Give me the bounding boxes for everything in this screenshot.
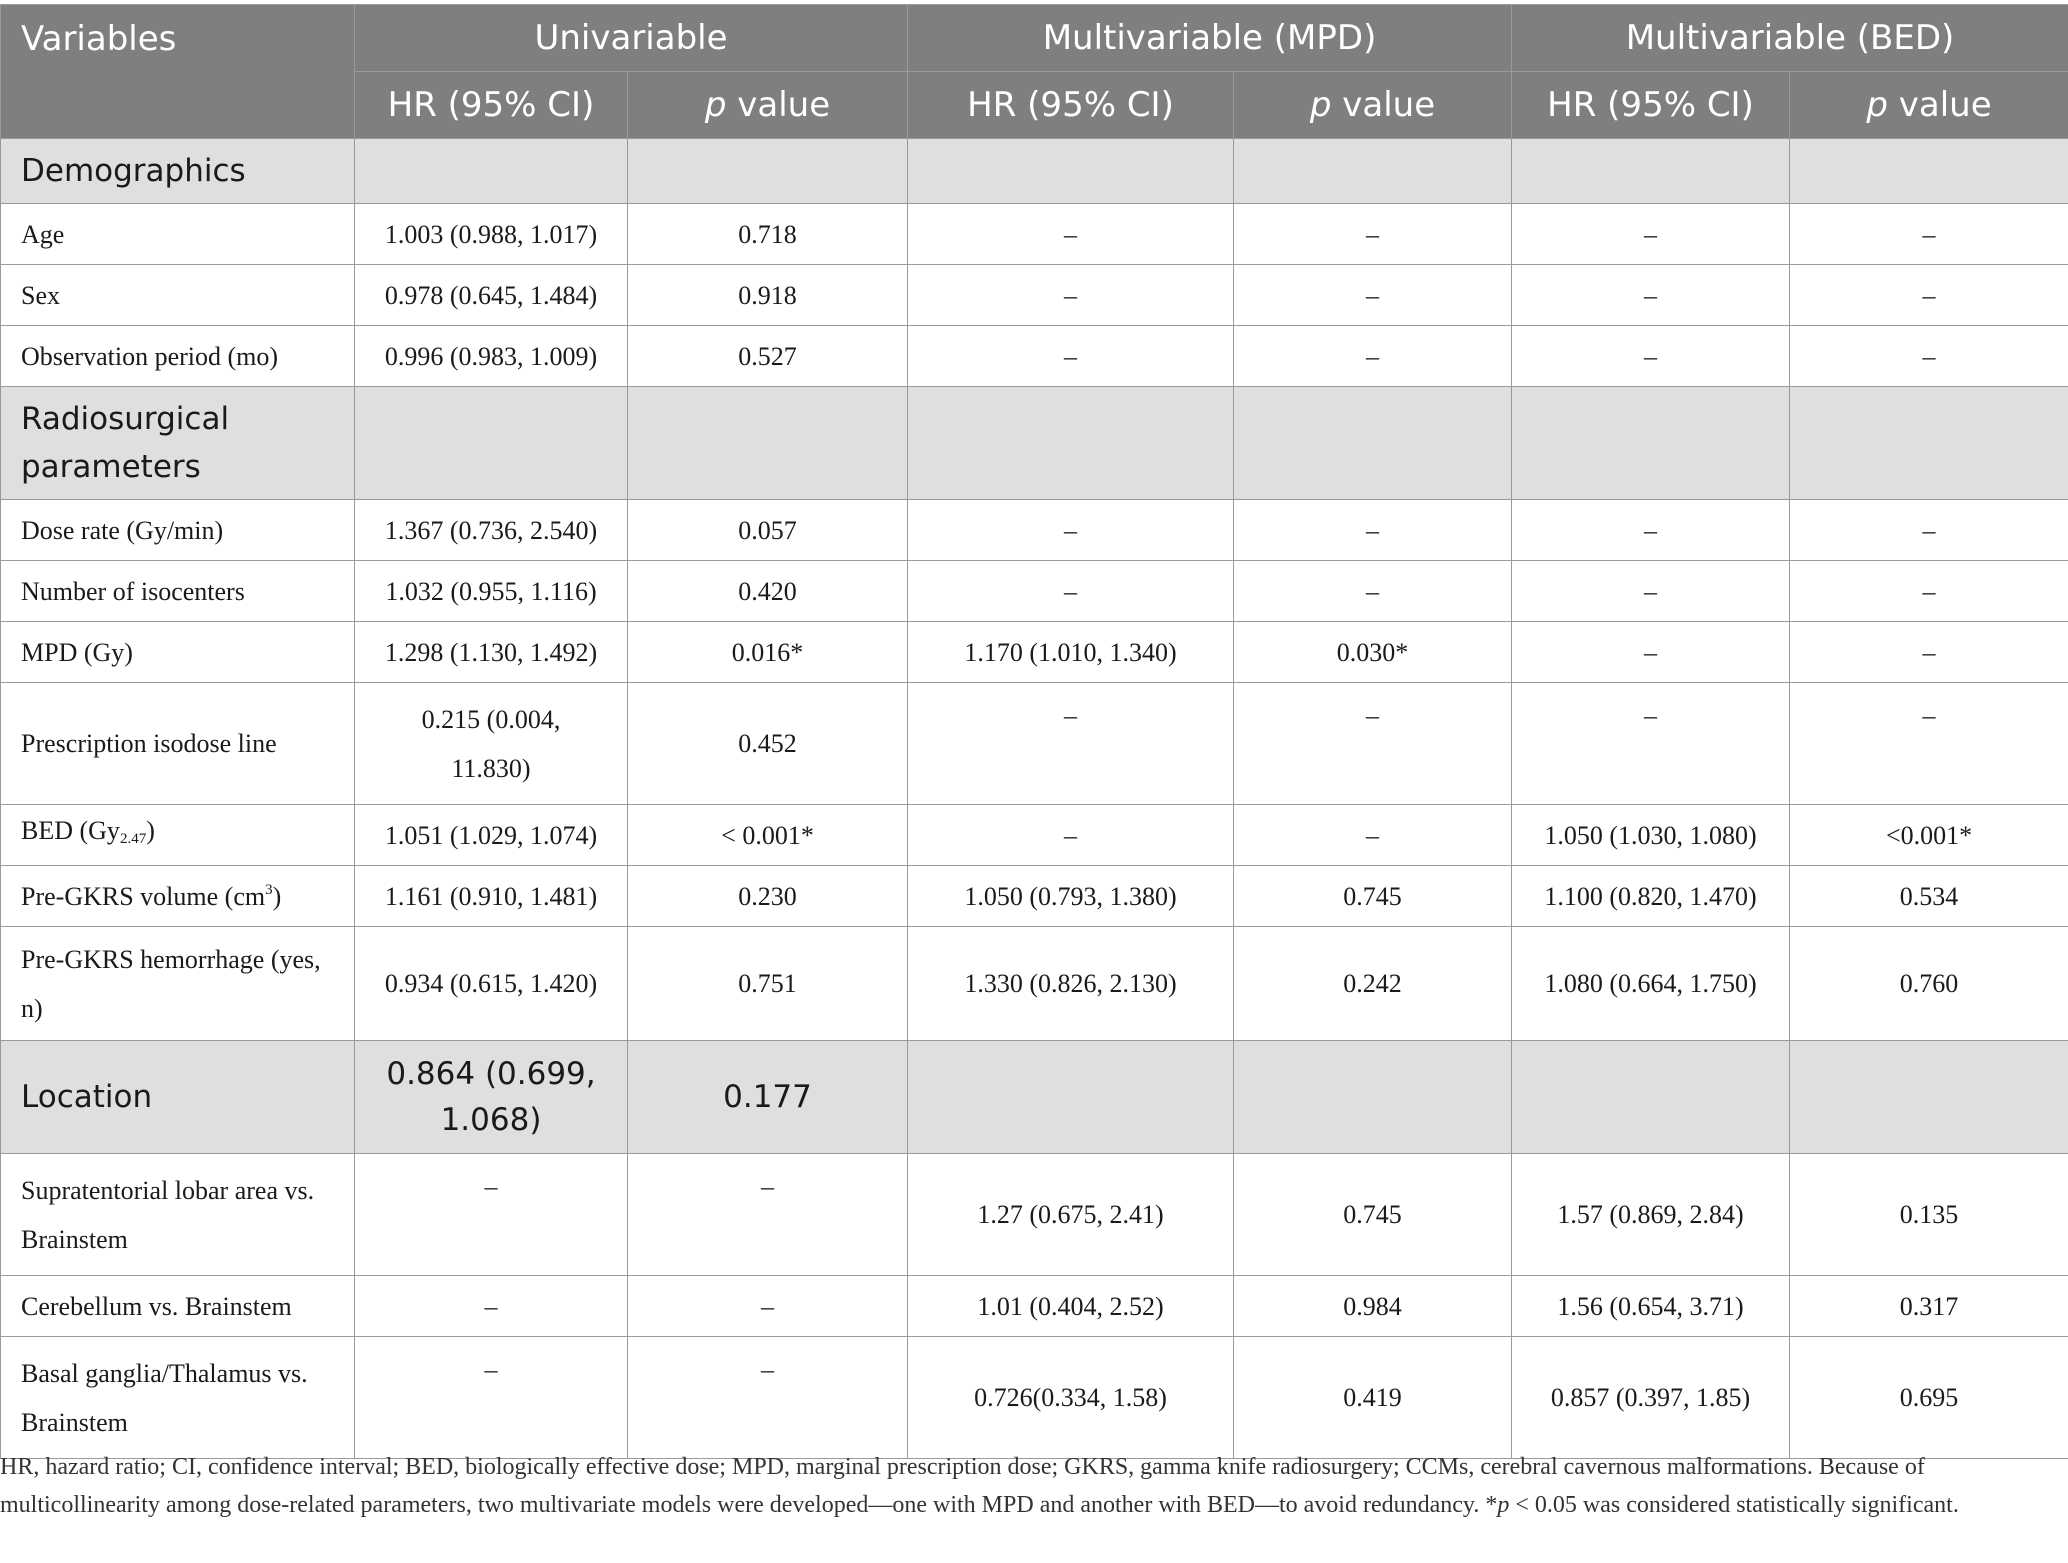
- section-title: Demographics: [1, 139, 355, 204]
- header-multivariable-mpd: Multivariable (MPD): [908, 5, 1512, 72]
- cell: –: [1790, 561, 2068, 622]
- cell: 1.032 (0.955, 1.116): [355, 561, 628, 622]
- cell: –: [355, 1337, 628, 1459]
- cell: –: [1790, 265, 2068, 326]
- cell: 0.230: [628, 866, 908, 927]
- header-variables: Variables: [1, 5, 355, 139]
- row-label: Pre-GKRS hemorrhage (yes, n): [1, 927, 355, 1041]
- cell: 0.242: [1234, 927, 1512, 1041]
- row-label: Age: [1, 204, 355, 265]
- cell: 0.760: [1790, 927, 2068, 1041]
- cell: –: [1234, 683, 1512, 805]
- section-row-demographics: [1, 139, 2068, 204]
- cell: –: [1790, 683, 2068, 805]
- cell: 0.527: [628, 326, 908, 387]
- cell: –: [1234, 204, 1512, 265]
- cell: 0.745: [1234, 866, 1512, 927]
- cell: 0.016*: [628, 622, 908, 683]
- cell: 1.050 (1.030, 1.080): [1512, 805, 1790, 866]
- cell: –: [1234, 805, 1512, 866]
- table-row: [1, 805, 2068, 866]
- cell: –: [908, 204, 1234, 265]
- cell: 0.317: [1790, 1276, 2068, 1337]
- cell: 1.330 (0.826, 2.130): [908, 927, 1234, 1041]
- cell: –: [1512, 622, 1790, 683]
- table-row: [1, 561, 2068, 622]
- section-row-location: [1, 1041, 2068, 1154]
- cell: –: [908, 805, 1234, 866]
- row-label: Supratentorial lobar area vs. Brainstem: [1, 1154, 355, 1276]
- cell: 0.215 (0.004, 11.830): [355, 683, 628, 805]
- cell: 1.57 (0.869, 2.84): [1512, 1154, 1790, 1276]
- table-row: [1, 927, 2068, 1041]
- cell: 0.918: [628, 265, 908, 326]
- cell: 0.452: [628, 683, 908, 805]
- cell: –: [1512, 500, 1790, 561]
- cell: 0.420: [628, 561, 908, 622]
- cell: 0.984: [1234, 1276, 1512, 1337]
- cell: 0.030*: [1234, 622, 1512, 683]
- header-p-value: p value: [628, 72, 908, 139]
- row-label: Basal ganglia/Thalamus vs. Brainstem: [1, 1337, 355, 1459]
- table-row: [1, 1276, 2068, 1337]
- cell: –: [628, 1337, 908, 1459]
- table-row: [1, 1154, 2068, 1276]
- cell: –: [1234, 561, 1512, 622]
- cell: 1.27 (0.675, 2.41): [908, 1154, 1234, 1276]
- row-label: Number of isocenters: [1, 561, 355, 622]
- section-title: Location: [1, 1041, 355, 1154]
- cell: –: [1790, 326, 2068, 387]
- table-row: [1, 204, 2068, 265]
- cell: 0.864 (0.699, 1.068): [355, 1041, 628, 1154]
- header-hr: HR (95% CI): [355, 72, 628, 139]
- row-label: Cerebellum vs. Brainstem: [1, 1276, 355, 1337]
- table-row: [1, 326, 2068, 387]
- cell: 0.534: [1790, 866, 2068, 927]
- cell: –: [1512, 561, 1790, 622]
- cell: 0.934 (0.615, 1.420): [355, 927, 628, 1041]
- cell: –: [1512, 326, 1790, 387]
- row-label: Dose rate (Gy/min): [1, 500, 355, 561]
- header-p-value: p value: [1234, 72, 1512, 139]
- cell: 1.01 (0.404, 2.52): [908, 1276, 1234, 1337]
- cell: 1.367 (0.736, 2.540): [355, 500, 628, 561]
- cell: 1.100 (0.820, 1.470): [1512, 866, 1790, 927]
- header-hr: HR (95% CI): [908, 72, 1234, 139]
- cell: 0.857 (0.397, 1.85): [1512, 1337, 1790, 1459]
- cell: 1.298 (1.130, 1.492): [355, 622, 628, 683]
- cell: –: [908, 326, 1234, 387]
- cell: 0.978 (0.645, 1.484): [355, 265, 628, 326]
- cell: <0.001*: [1790, 805, 2068, 866]
- section-title: Radiosurgical parameters: [1, 387, 355, 500]
- table-row: [1, 683, 2068, 805]
- cell: –: [628, 1276, 908, 1337]
- cell: –: [355, 1276, 628, 1337]
- cell: 1.170 (1.010, 1.340): [908, 622, 1234, 683]
- cell: –: [908, 683, 1234, 805]
- cell: 0.695: [1790, 1337, 2068, 1459]
- cell: –: [628, 1154, 908, 1276]
- cell: < 0.001*: [628, 805, 908, 866]
- results-table: [0, 4, 2068, 1459]
- cell: –: [1790, 622, 2068, 683]
- cell: –: [908, 265, 1234, 326]
- cell: 0.726(0.334, 1.58): [908, 1337, 1234, 1459]
- header-multivariable-bed: Multivariable (BED): [1512, 5, 2068, 72]
- table-row: [1, 265, 2068, 326]
- header-univariable: Univariable: [355, 5, 908, 72]
- row-label: Prescription isodose line: [1, 683, 355, 805]
- cell: 0.718: [628, 204, 908, 265]
- header-p-value: p value: [1790, 72, 2068, 139]
- cell: –: [1790, 204, 2068, 265]
- cell: 1.050 (0.793, 1.380): [908, 866, 1234, 927]
- cell: 1.56 (0.654, 3.71): [1512, 1276, 1790, 1337]
- cell: 0.135: [1790, 1154, 2068, 1276]
- cell: –: [908, 500, 1234, 561]
- cell: 1.080 (0.664, 1.750): [1512, 927, 1790, 1041]
- cell: 1.051 (1.029, 1.074): [355, 805, 628, 866]
- cell: –: [1234, 265, 1512, 326]
- row-label: MPD (Gy): [1, 622, 355, 683]
- row-label: Pre-GKRS volume $(cm^3)$: [1, 866, 355, 927]
- cell: –: [1512, 683, 1790, 805]
- table-row: [1, 866, 2068, 927]
- header-hr: HR (95% CI): [1512, 72, 1790, 139]
- section-row-radiosurgical: [1, 387, 2068, 500]
- row-label: BED $(Gy_{2.47})$: [1, 805, 355, 866]
- cell: 0.419: [1234, 1337, 1512, 1459]
- cell: 0.057: [628, 500, 908, 561]
- cell: 0.177: [628, 1041, 908, 1154]
- table-row: [1, 500, 2068, 561]
- table-row: [1, 1337, 2068, 1459]
- cell: –: [1234, 326, 1512, 387]
- table-footnote: HR, hazard ratio; CI, confidence interval; BED, biologically effective dose; MPD, marginal prescription dose; GKRS, gamma knife radiosurgery; CCMs, cerebral cavernous malformations. Because of multicollinearity among dose-related parameters, two multivariate models were developed—one with MPD and another with BED—to avoid redundancy. *p < 0.05 was considered statistically significant.: [0, 1454, 1959, 1518]
- cell: –: [1512, 265, 1790, 326]
- cell: 0.996 (0.983, 1.009): [355, 326, 628, 387]
- cell: –: [355, 1154, 628, 1276]
- table-row: [1, 622, 2068, 683]
- row-label: Sex: [1, 265, 355, 326]
- cell: 0.751: [628, 927, 908, 1041]
- cell: 1.003 (0.988, 1.017): [355, 204, 628, 265]
- cell: –: [1790, 500, 2068, 561]
- row-label: Observation period (mo): [1, 326, 355, 387]
- cell: 0.745: [1234, 1154, 1512, 1276]
- cell: –: [908, 561, 1234, 622]
- cell: –: [1234, 500, 1512, 561]
- cell: 1.161 (0.910, 1.481): [355, 866, 628, 927]
- cell: –: [1512, 204, 1790, 265]
